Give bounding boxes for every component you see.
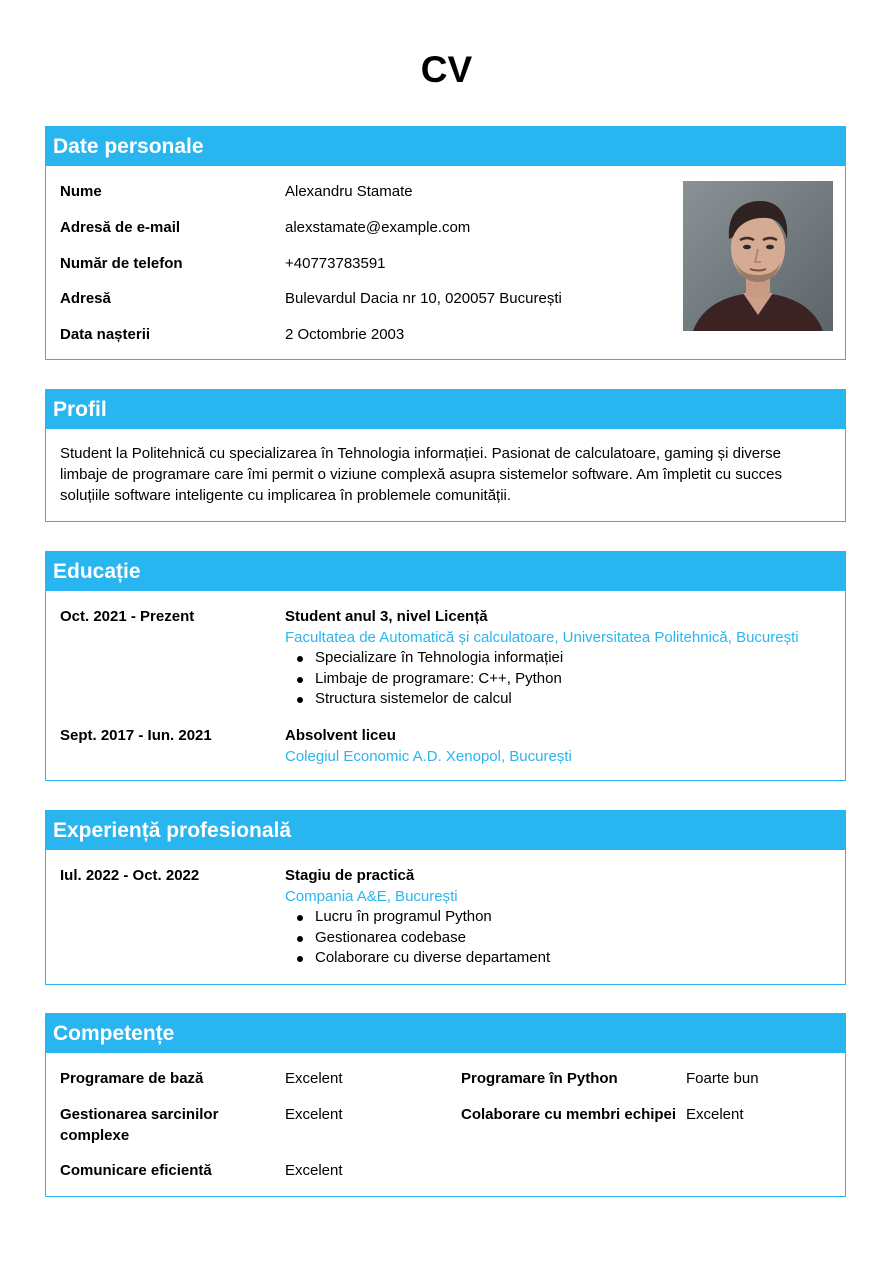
- profile-text: Student la Politehnică cu specializarea în Tehnologia informației. Pasionat de calculatoare, gaming și diverse limbaje de programare care îmi permit o viziune complexă asupra sistemelor software. Am împletit cu succes soluțiile software inteligente cu implicarea în problemele comunității.: [60, 445, 782, 504]
- personal-header: Date personale: [46, 127, 845, 166]
- birthdate-label: Data nașterii: [60, 326, 151, 343]
- profile-header: Profil: [46, 390, 845, 429]
- skill-name: Programare în Python: [461, 1070, 618, 1087]
- education-header: Educație: [46, 552, 845, 591]
- list-item: Lucru în programul Python: [285, 907, 550, 928]
- email-value: alexstamate@example.com: [285, 219, 471, 236]
- name-value: Alexandru Stamate: [285, 183, 413, 200]
- experience-header: Experiență profesională: [46, 811, 845, 850]
- phone-label: Număr de telefon: [60, 255, 183, 272]
- skill-name: Gestionarea sarcinilor complexe: [60, 1106, 219, 1144]
- list-item: Colaborare cu diverse departament: [285, 948, 550, 969]
- profile-photo: [683, 181, 833, 331]
- skills-section: [45, 1013, 846, 1197]
- name-label: Nume: [60, 183, 102, 200]
- list-item: Gestionarea codebase: [285, 928, 550, 949]
- skill-level: Excelent: [285, 1162, 343, 1179]
- profile-section: [45, 389, 846, 522]
- education-org: Colegiul Economic A.D. Xenopol, București: [285, 748, 572, 765]
- list-item: Limbaje de programare: C++, Python: [285, 669, 563, 690]
- phone-value: +40773783591: [285, 255, 386, 272]
- address-value: Bulevardul Dacia nr 10, 020057 București: [285, 290, 562, 307]
- skill-level: Foarte bun: [686, 1070, 759, 1087]
- education-title: Student anul 3, nivel Licență: [285, 608, 488, 625]
- list-item: Structura sistemelor de calcul: [285, 689, 563, 710]
- education-bullet-list: [285, 648, 563, 710]
- skill-name: Comunicare eficientă: [60, 1162, 212, 1179]
- skill-level: Excelent: [285, 1070, 343, 1087]
- experience-org: Compania A&E, București: [285, 888, 458, 905]
- skill-level: Excelent: [285, 1106, 343, 1123]
- email-label: Adresă de e-mail: [60, 219, 181, 236]
- list-item: Specializare în Tehnologia informației: [285, 648, 563, 669]
- experience-period: Iul. 2022 - Oct. 2022: [60, 867, 200, 884]
- education-period: Oct. 2021 - Prezent: [60, 608, 195, 625]
- education-org: Facultatea de Automatică și calculatoare, Universitatea Politehnică, București: [285, 629, 799, 646]
- cv-title: CV: [420, 49, 473, 90]
- education-section: [45, 551, 846, 781]
- address-label: Adresă: [60, 290, 111, 307]
- experience-section: [45, 810, 846, 985]
- skill-name: Colaborare cu membri echipei: [461, 1106, 677, 1123]
- education-title: Absolvent liceu: [285, 727, 396, 744]
- skills-header: Competențe: [46, 1014, 845, 1053]
- experience-bullet-list: [285, 907, 550, 969]
- personal-section: [45, 126, 846, 360]
- birthdate-value: 2 Octombrie 2003: [285, 326, 405, 343]
- experience-title: Stagiu de practică: [285, 867, 415, 884]
- skill-level: Excelent: [686, 1106, 744, 1123]
- education-period: Sept. 2017 - Iun. 2021: [60, 727, 212, 744]
- skill-name: Programare de bază: [60, 1070, 204, 1087]
